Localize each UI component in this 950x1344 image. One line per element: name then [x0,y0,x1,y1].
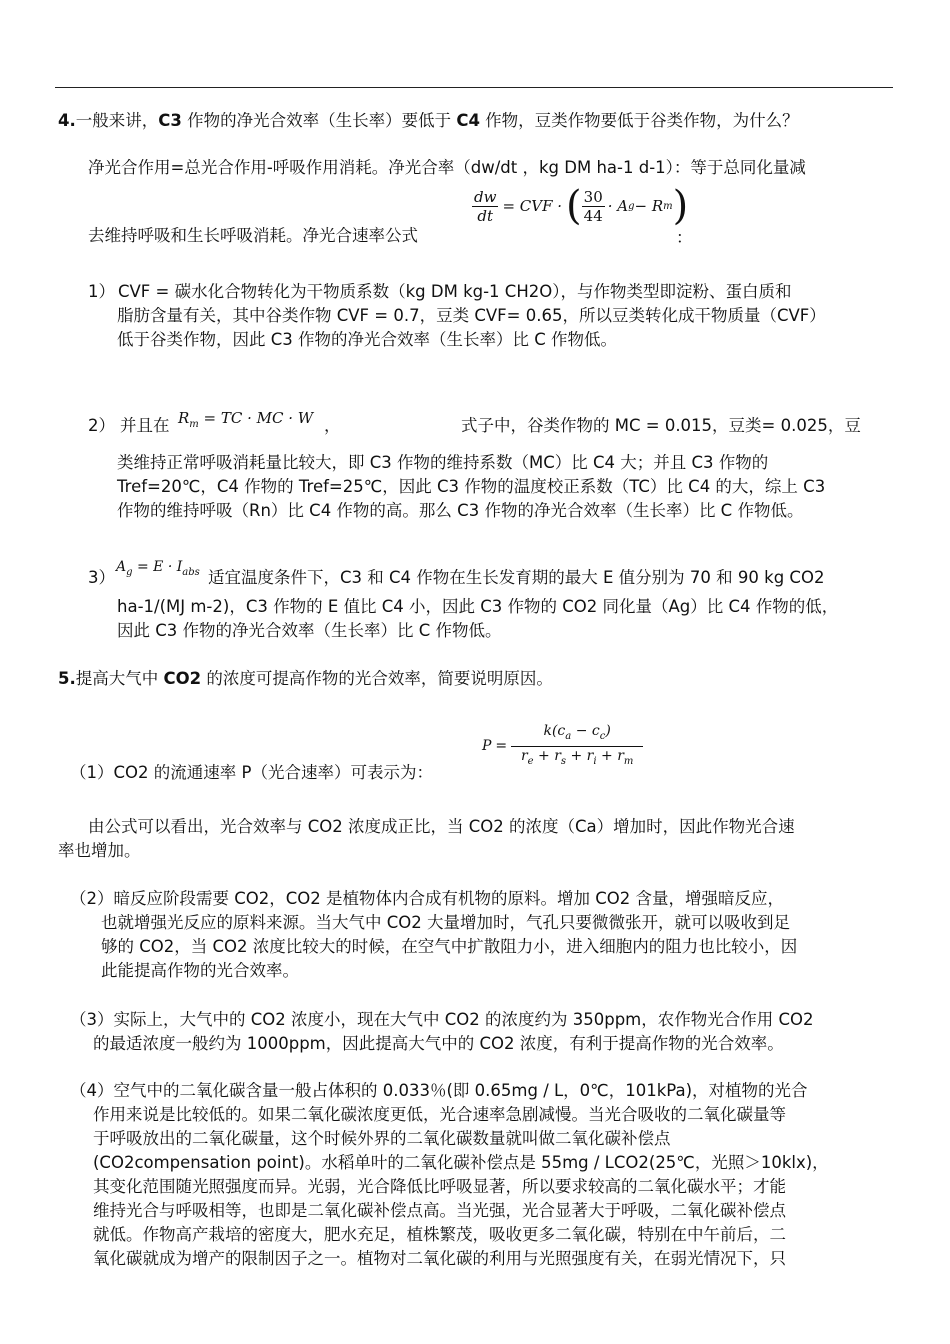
q5-section-2-line3: 够的 CO2，当 CO2 浓度比较大的时候，在空气中扩散阻力小，进入细胞内的阻力也比较小，因 [101,937,798,956]
rm-sub: m [189,419,199,430]
q4-point-2-lead: 并且在 [120,416,170,435]
q4-point-1-line3: 低于谷类作物，因此 C3 作物的净光合效率（生长率）比 C 作物低。 [117,330,618,349]
rm-symbol: R [178,409,190,427]
flux-numerator [511,722,643,747]
flux-eq: = [495,738,508,755]
q5-text-b: 的浓度可提高作物的光合效率，简要说明原因。 [201,669,553,688]
flux-num-c: c [599,730,606,742]
q4-point-3-line3: 因此 C3 作物的净光合效率（生长率）比 C 作物低。 [117,621,502,640]
q5-section-4-line7: 就低。作物高产栽培的密度大，肥水充足，植株繁茂，吸收更多二氧化碳，特别在中午前后，二 [93,1225,786,1244]
q4-point-1-line1: CVF = 碳水化合物转化为干物质系数（kg DM kg-1 CH2O），与作物类型即淀粉、蛋白质和 [118,282,792,301]
ag-symbol: A [116,559,127,575]
rm-formula-rest: = TC · MC · W [198,409,314,427]
q4-text-a: 一般来讲， [75,111,159,130]
question-5-heading [58,667,553,691]
q4-point-2-line4: 作物的维持呼吸（Rn）比 C4 作物的高。那么 C3 作物的净光合效率（生长率）比 C 作物低。 [117,501,804,520]
q5-section-1-line: （1）CO2 的流通速率 P（光合速率）可表示为： [70,763,433,782]
formula-44: 44 [583,206,603,225]
q5-section-2-line4: 此能提高作物的光合效率。 [101,961,299,980]
formula-dt: dt [477,206,494,225]
q4-intro-line2-text: 去维持呼吸和生长呼吸消耗。净光合速率公式 [88,226,418,245]
q4-point-3-line1: 适宜温度条件下，C3 和 C4 作物在生长发育期的最大 E 值分别为 70 和 90 kg CO2 [208,568,825,587]
q4-point-2-comma: ， [324,416,341,435]
q5-section-4-line8: 氧化碳就成为增产的限制因子之一。植物对二氧化碳的利用与光照强度有关，在弱光情况下，只 [93,1249,786,1268]
q4-intro-line1: 净光合作用=总光合作用-呼吸作用消耗。净光合率（dw/dt ，kg DM ha-1 d-1）：等于总同化量减 [88,158,806,177]
net-photosynthesis-formula [472,183,689,229]
flux-num-mid: − c [571,723,600,739]
formula-eq: = CVF · [502,197,563,215]
formula-ag-sub: g [628,200,635,212]
formula-30: 30 [583,187,603,206]
formula-ag: · A [607,197,629,215]
q5-section-4-line6: 维持光合与呼吸相等，也即是二氧化碳补偿点高。当光强，光合显著大于呼吸，二氧化碳补偿点 [93,1201,786,1220]
q4-c3: C3 [158,111,182,130]
flux-num-k: k(c [543,723,566,739]
assimilation-formula [116,556,200,584]
co2-flux-formula [482,722,643,771]
ag-sub: g [126,566,133,578]
ag-formula-rest: = E · I [132,559,183,575]
q4-point-1-marker: 1） [88,282,115,301]
header-rule [55,87,893,88]
q5-section-3-line1: （3）实际上，大气中的 CO2 浓度小，现在大气中 CO2 的浓度约为 350ppm，农作物光合作用 CO2 [70,1010,814,1029]
formula-rm: − R [634,197,664,215]
q4-point-2-marker: 2） [88,416,115,435]
iabs-sub: abs [182,566,200,578]
q5-section-1-explain1: 由公式可以看出，光合效率与 CO2 浓度成正比，当 CO2 的浓度（Ca）增加时，因此作物光合速 [88,817,795,836]
q4-intro-colon: ： [676,228,693,247]
q4-text-c: 作物，豆类作物要低于谷类作物，为什么？ [479,111,799,130]
q5-text-a: 提高大气中 [75,669,164,688]
q5-section-4-line3: 于呼吸放出的二氧化碳量，这个时候外界的二氧化碳数量就叫做二氧化碳补偿点 [93,1129,671,1148]
q5-section-4-line4: (CO2compensation point)。水稻单叶的二氧化碳补偿点是 55mg / LCO2(25℃，光照＞10klx)， [93,1153,829,1172]
formula-dw: dw [474,187,497,206]
q5-section-3-line2: 的最适浓度一般约为 1000ppm，因此提高大气中的 CO2 浓度，有利于提高作物的光合效率。 [93,1034,784,1053]
formula-left-paren: ( [566,183,582,229]
flux-p: P [482,738,492,755]
question-4-heading [58,109,799,133]
q5-section-4-line1: （4）空气中的二氧化碳含量一般占体积的 0.033％(即 0.65mg / L，0℃，101kPa)，对植物的光合 [70,1081,808,1100]
flux-num-end: ) [605,723,611,739]
formula-right-paren: ) [672,183,689,229]
q5-section-4-line2: 作用来说是比较低的。如果二氧化碳浓度更低，光合速率急剧减慢。当光合吸收的二氧化碳量等 [93,1105,786,1124]
q5-section-4-line5: 其变化范围随光照强度而异。光弱，光合降低比呼吸显著，所以要求较高的二氧化碳水平；才能 [93,1177,786,1196]
q4-point-2-line1: 式子中，谷类作物的 MC = 0.015，豆类= 0.025，豆 [461,416,861,435]
q5-section-2-line1: （2）暗反应阶段需要 CO2，CO2 是植物体内合成有机物的原料。增加 CO2 含量，增强暗反应， [70,889,784,908]
dw-dt-fraction [472,188,498,225]
q4-text-b: 作物的净光合效率（生长率）要低于 [181,111,457,130]
maintenance-respiration-formula [178,407,313,436]
thirty-fortyfour-fraction [582,188,605,225]
q4-point-3-line2: ha-1/(MJ m-2)，C3 作物的 E 值比 C4 小，因此 C3 作物的 CO2 同化量（Ag）比 C4 作物的低， [117,597,839,616]
formula-rm-sub: m [663,200,673,212]
q4-point-2-line2: 类维持正常呼吸消耗量比较大，即 C3 作物的维持系数（MC）比 C4 大；并且 C3 作物的 [117,453,769,472]
q5-section-2-line2: 也就增强光反应的原料来源。当大气中 CO2 大量增加时，气孔只要微微张开，就可以吸收到足 [101,913,790,932]
question-5-number: 5. [58,669,76,688]
q4-point-1-line2: 脂肪含量有关，其中谷类作物 CVF = 0.7，豆类 CVF= 0.65，所以豆类转化成干物质量（CVF） [117,306,826,325]
q5-section-1-explain2: 率也增加。 [58,841,141,860]
flux-num-a: a [565,730,572,742]
q4-intro-line2 [88,224,418,248]
q4-point-2-line3: Tref=20℃，C4 作物的 Tref=25℃，因此 C3 作物的温度校正系数（TC）比 C4 的大，综上 C3 [117,477,826,496]
q5-co2: CO2 [163,669,202,688]
q4-c4: C4 [456,111,480,130]
question-4-number: 4. [58,111,76,130]
flux-fraction [511,722,643,771]
flux-denominator: $r_e + r_s + r_i + r_m$ [520,747,634,767]
q4-point-3-marker: 3） [88,568,115,587]
